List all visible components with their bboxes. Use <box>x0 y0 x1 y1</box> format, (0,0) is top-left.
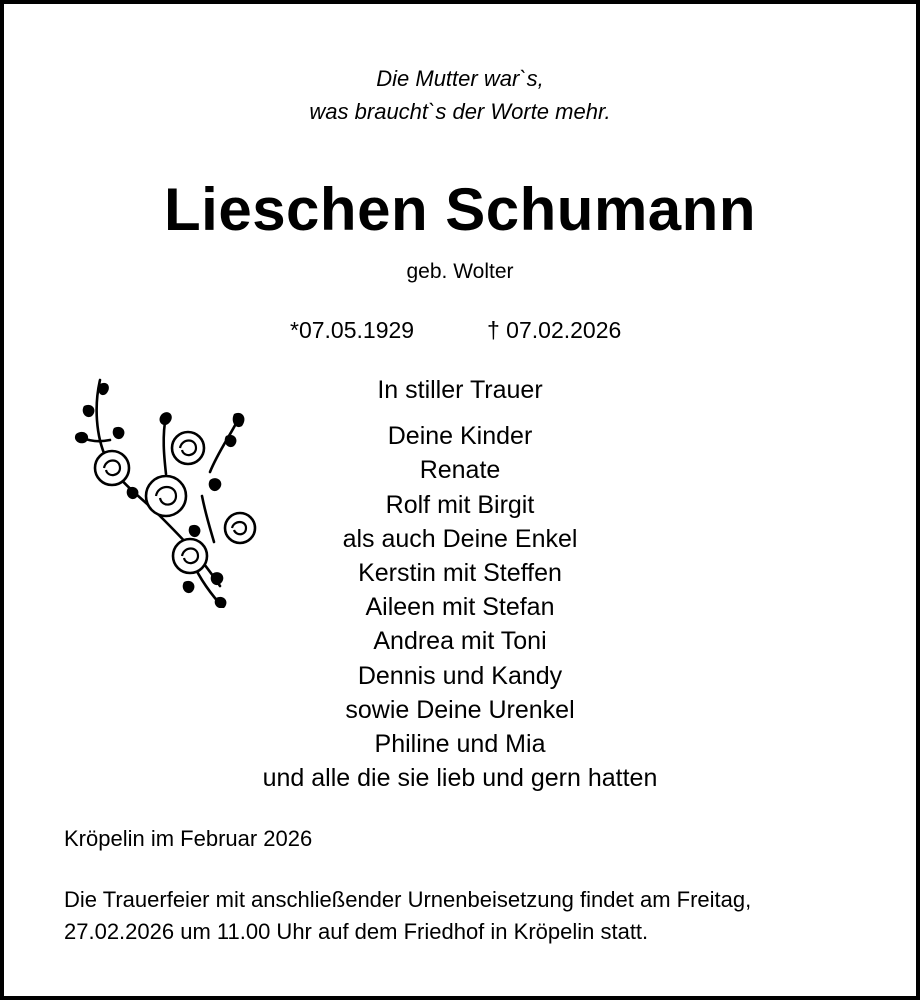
quote <box>4 62 916 128</box>
mourner-line: als auch Deine Enkel <box>342 524 578 553</box>
mourner-line: Renate <box>419 456 501 485</box>
place-and-date: Kröpelin im Februar 2026 <box>64 826 313 851</box>
life-dates <box>4 314 916 346</box>
mourner-line: Aileen mit Stefan <box>365 593 555 622</box>
mourner-line: Deine Kinder <box>387 422 533 451</box>
mourner-line: sowie Deine Urenkel <box>345 695 575 724</box>
mourning-intro: In stiller Trauer <box>377 376 543 404</box>
quote-line-2: was braucht`s der Worte mehr. <box>309 99 611 124</box>
mourner-line: Philine und Mia <box>374 730 546 759</box>
mourner-line: und alle die sie lieb und gern hatten <box>262 764 658 793</box>
mourner-line: Rolf mit Birgit <box>385 490 535 519</box>
mourner-line: Andrea mit Toni <box>373 627 547 656</box>
death-date: † 07.02.2026 <box>487 317 622 343</box>
funeral-line-2: 27.02.2026 um 11.00 Uhr auf dem Friedhof in Kröpelin statt. <box>64 919 649 944</box>
mourners-block <box>4 373 916 795</box>
deceased-name: Lieschen Schumann <box>164 176 756 243</box>
quote-line-1: Die Mutter war`s, <box>376 66 544 91</box>
mourner-line: Dennis und Kandy <box>357 661 563 690</box>
mourner-line: Kerstin mit Steffen <box>358 559 562 588</box>
funeral-details <box>64 884 904 948</box>
maiden-name: geb. Wolter <box>406 260 514 283</box>
funeral-line-1: Die Trauerfeier mit anschließender Urnenbeisetzung findet am Freitag, <box>64 887 752 912</box>
birth-date: *07.05.1929 <box>290 317 415 343</box>
